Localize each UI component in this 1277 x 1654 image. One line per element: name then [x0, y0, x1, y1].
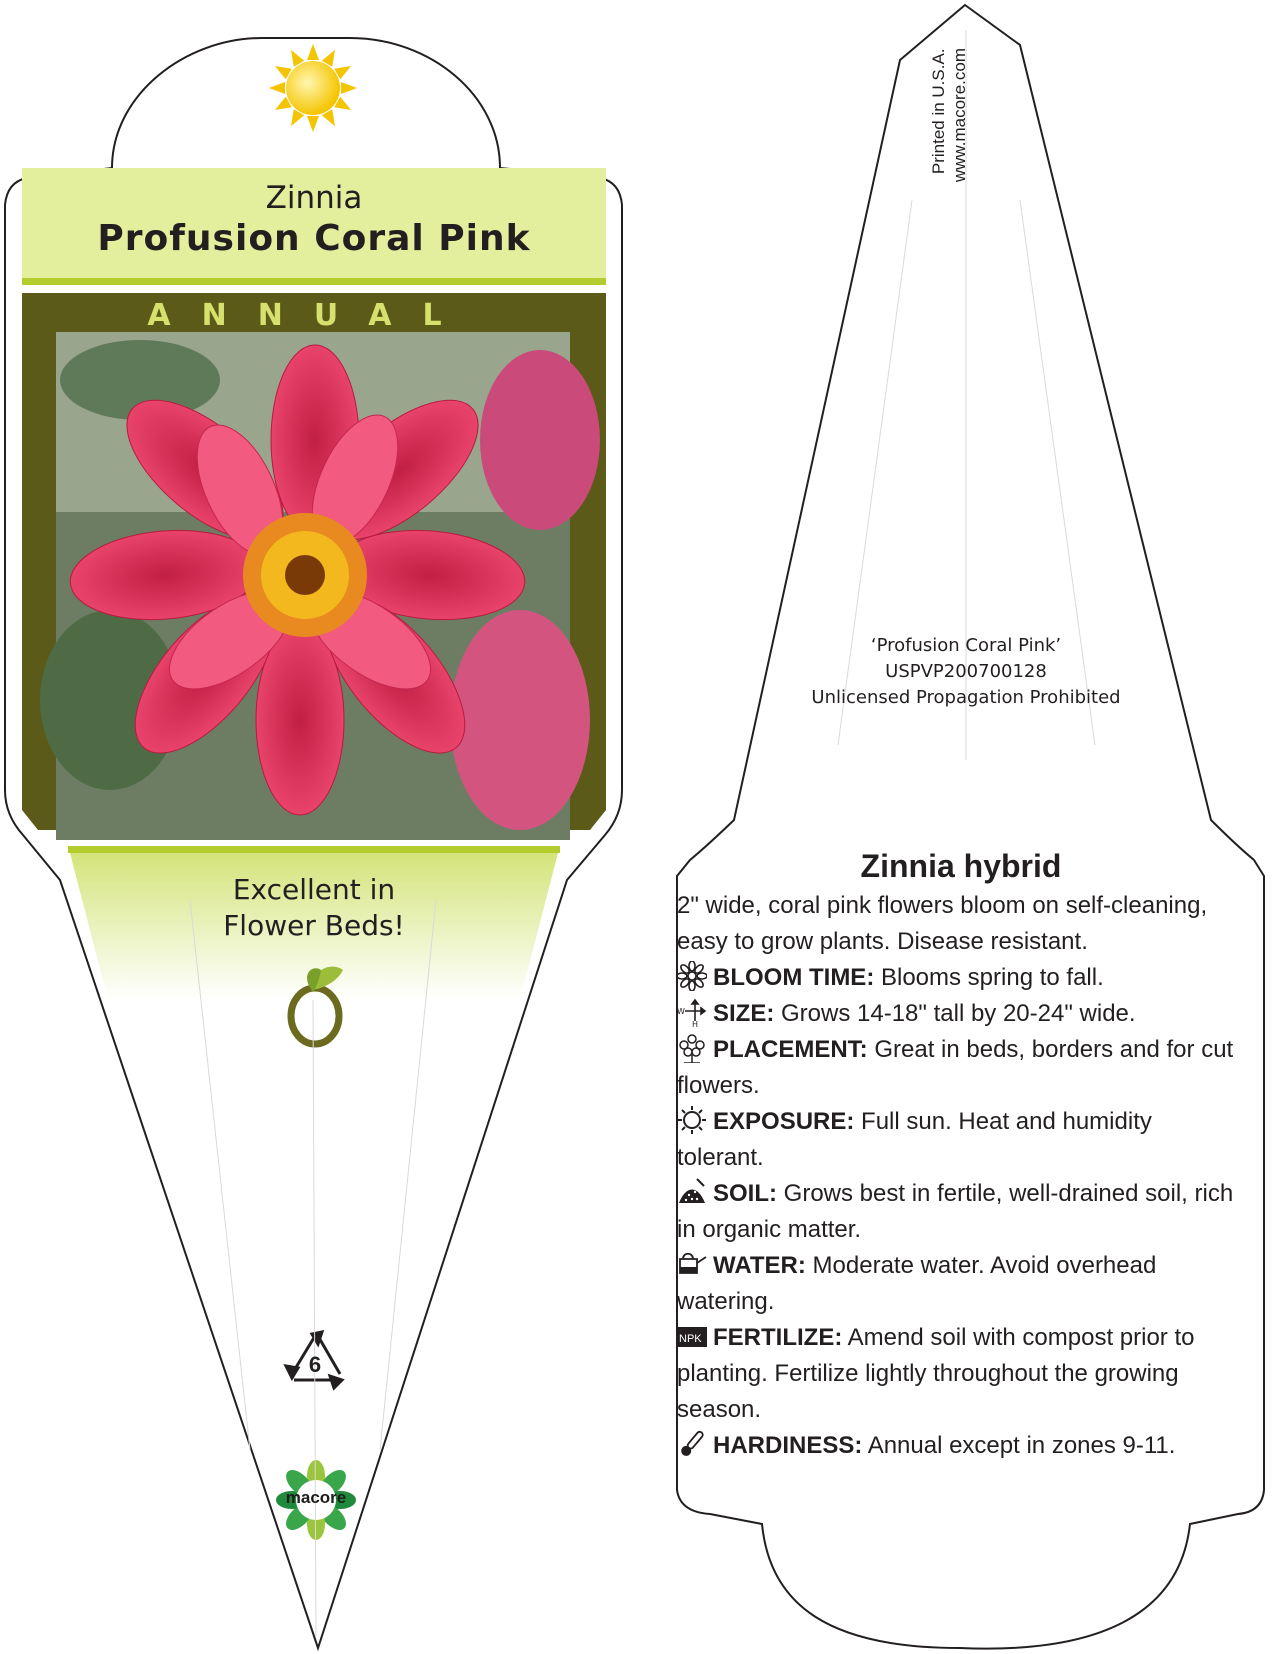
- attr-exposure: [677, 1104, 1245, 1176]
- attr-label: BLOOM TIME:: [713, 964, 875, 991]
- attr-label: WATER:: [713, 1252, 806, 1279]
- thermometer-icon: [677, 1429, 707, 1459]
- front-lower-stripe: [68, 846, 560, 853]
- attr-placement: [677, 1032, 1245, 1104]
- plant-genus: Zinnia: [265, 180, 363, 216]
- attr-text: Grows 14-18" tall by 20-24" wide.: [774, 1000, 1136, 1027]
- plant-category: ANNUAL: [147, 298, 473, 333]
- watering-can-icon: [677, 1249, 707, 1279]
- attr-label: SIZE:: [713, 1000, 775, 1027]
- patent-line-1: ‘Profusion Coral Pink’: [870, 635, 1062, 656]
- attr-label: FERTILIZE:: [713, 1324, 843, 1351]
- attr-text: Amend soil with compost prior to planting. Fertilize lightly throughout the growing season.: [677, 1324, 1195, 1423]
- attr-text: Blooms spring to fall.: [874, 964, 1104, 991]
- attr-text: Full sun. Heat and humidity tolerant.: [677, 1108, 1152, 1171]
- care-info: [677, 848, 1245, 1464]
- attr-text: Moderate water. Avoid overhead watering.: [677, 1252, 1157, 1315]
- attr-bloom: [677, 960, 1245, 996]
- placement-icon: [677, 1033, 707, 1063]
- patent-notice: [760, 633, 1172, 711]
- svg-text:W: W: [677, 1007, 685, 1016]
- patent-line-2: USPVP200700128: [885, 661, 1047, 682]
- attr-size: [677, 996, 1245, 1032]
- attr-label: SOIL:: [713, 1180, 777, 1207]
- plant-description: 2" wide, coral pink flowers bloom on self-cleaning, easy to grow plants. Disease resistant.: [677, 892, 1208, 955]
- svg-text:H: H: [692, 1020, 699, 1027]
- printed-in: [928, 48, 970, 182]
- svg-text:NPK: NPK: [679, 1333, 702, 1345]
- attr-text: Grows best in fertile, well-drained soil, rich in organic matter.: [677, 1180, 1234, 1243]
- attr-label: HARDINESS:: [713, 1432, 863, 1459]
- size-icon: [677, 997, 707, 1027]
- front-header-stripe: [22, 278, 606, 285]
- attr-text: Great in beds, borders and for cut flowers.: [677, 1036, 1234, 1099]
- slogan-line-1: Excellent in: [232, 873, 396, 906]
- scientific-name: Zinnia hybrid: [860, 848, 1062, 884]
- slogan: [150, 872, 478, 944]
- attr-soil: [677, 1176, 1245, 1248]
- printed-line-1: Printed in U.S.A.: [929, 48, 948, 174]
- soil-icon: [677, 1177, 707, 1207]
- attr-text: Annual except in zones 9-11.: [862, 1432, 1176, 1459]
- printed-line-2: www.macore.com: [950, 48, 969, 183]
- slogan-line-2: Flower Beds!: [223, 909, 405, 942]
- zinnia-photo: [40, 332, 600, 840]
- attr-hardiness: [677, 1428, 1245, 1464]
- attr-label: PLACEMENT:: [713, 1036, 868, 1063]
- bloom-icon: [677, 961, 707, 991]
- brand-name: macore: [285, 1488, 347, 1507]
- plant-variety: Profusion Coral Pink: [97, 218, 531, 259]
- attr-label: EXPOSURE:: [713, 1108, 855, 1135]
- recycle-code: 6: [308, 1352, 322, 1377]
- npk-icon: [677, 1321, 707, 1351]
- exposure-sun-icon: [677, 1105, 707, 1135]
- attr-fertilize: [677, 1320, 1245, 1428]
- attr-water: [677, 1248, 1245, 1320]
- patent-line-3: Unlicensed Propagation Prohibited: [811, 687, 1121, 708]
